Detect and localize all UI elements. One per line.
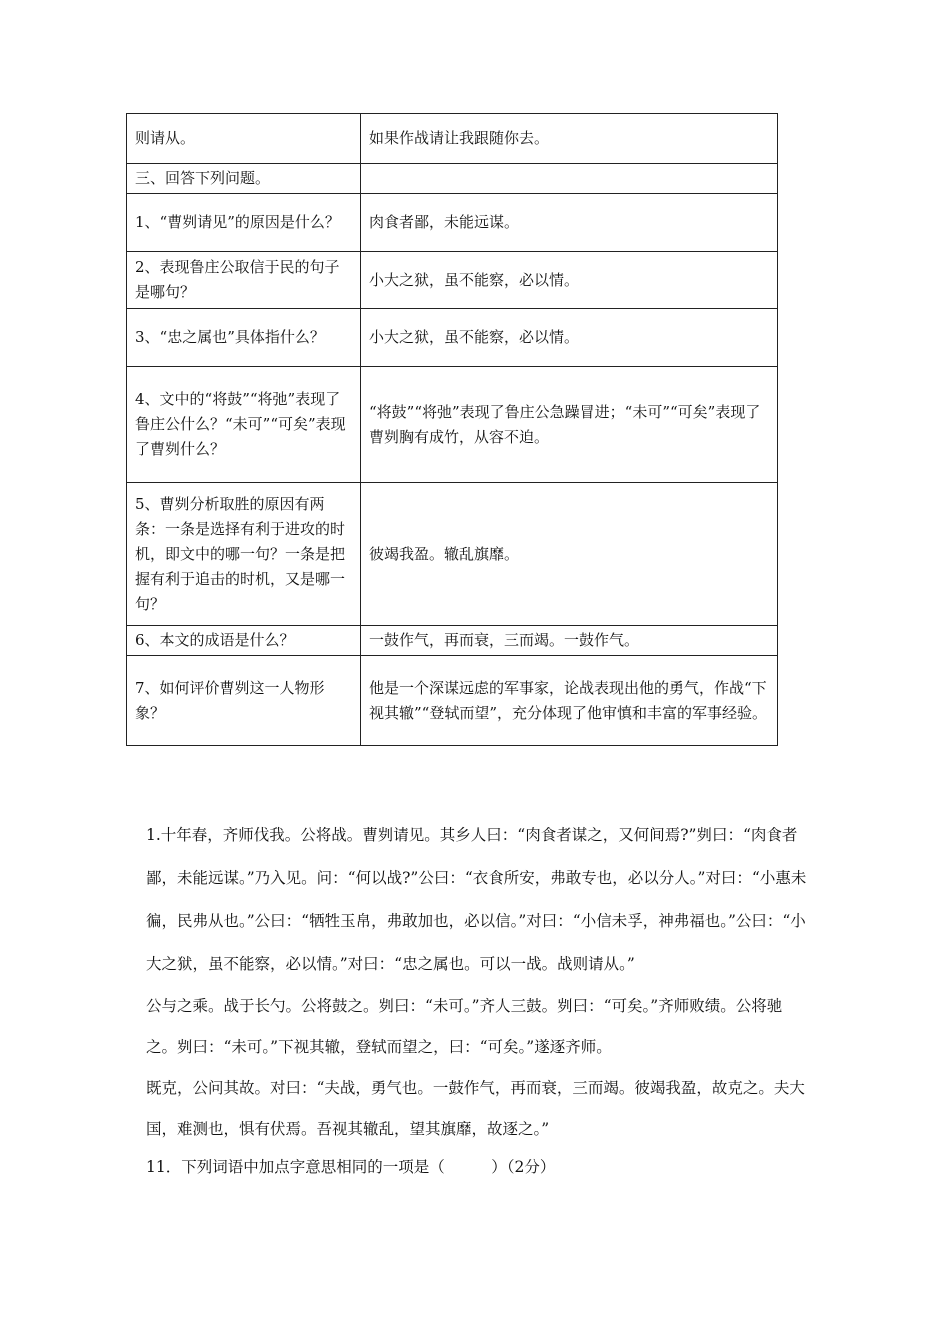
question-cell: 1、“曹刿请见”的原因是什么？ [127,194,361,252]
answer-cell [361,164,778,194]
table-row [127,309,778,367]
question-cell: 则请从。 [127,114,361,164]
table-row [127,367,778,483]
answer-cell: 如果作战请让我跟随你去。 [361,114,778,164]
question-cell: 6、本文的成语是什么？ [127,626,361,656]
question-cell: 5、曹刿分析取胜的原因有两条：一条是选择有利于进攻的时机，即文中的哪一句？一条是把握有利于追击的时机，又是哪一句？ [127,483,361,626]
passage-paragraph-2: 公与之乘。战于长勺。公将鼓之。刿曰：“未可。”齐人三鼓。刿曰：“可矣。”齐师败绩。公将驰之。刿曰：“未可。”下视其辙，登轼而望之，曰：“可矣。”遂逐齐师。 [146,997,783,1056]
answer-cell: “将鼓”“将弛”表现了鲁庄公急躁冒进；“未可”“可矣”表现了曹刿胸有成竹，从容不迫。 [361,367,778,483]
table-row [127,656,778,746]
answer-cell: 小大之狱，虽不能察，必以情。 [361,309,778,367]
passage-paragraph-3: 既克，公问其故。对曰：“夫战，勇气也。一鼓作气，再而衰，三而竭。彼竭我盈，故克之。夫大国，难测也，惧有伏焉。吾视其辙乱，望其旗靡，故逐之。” [146,1079,805,1138]
table-row [127,194,778,252]
question-cell: 7、如何评价曹刿这一人物形象？ [127,656,361,746]
section-heading-cell: 三、回答下列问题。 [127,164,361,194]
answer-cell: 肉食者鄙，未能远谋。 [361,194,778,252]
answer-cell: 一鼓作气，再而衰，三而竭。一鼓作气。 [361,626,778,656]
passage [146,814,810,1184]
question-cell: 4、文中的“将鼓”“将弛”表现了鲁庄公什么？“未可”“可矣”表现了曹刿什么？ [127,367,361,483]
table-row [127,252,778,309]
table-row [127,114,778,164]
answer-cell: 他是一个深谋远虑的军事家，论战表现出他的勇气，作战“下视其辙”“登轼而望”，充分体现了他审慎和丰富的军事经验。 [361,656,778,746]
table-row [127,483,778,626]
passage-paragraph-1: 1.十年春，齐师伐我。公将战。曹刿请见。其乡人曰：“肉食者谋之，又何间焉?”刿曰：“肉食者鄙，未能远谋。”乃入见。问：“何以战?”公曰：“衣食所安，弗敢专也，必以分人。”对曰：“小惠未徧，民弗从也。”公曰：“牺牲玉帛，弗敢加也，必以信。”对曰：“小信未孚，神弗福也。”公曰：“小大之狱，虽不能察，必以情。”对曰：“忠之属也。可以一战。战则请从。” [146,826,807,973]
table-row [127,164,778,194]
question-cell: 2、表现鲁庄公取信于民的句子是哪句？ [127,252,361,309]
answer-cell: 小大之狱，虽不能察，必以情。 [361,252,778,309]
question-11: 11．下列词语中加点字意思相同的一项是（ ）（2分） [146,1158,556,1176]
table-row [127,626,778,656]
question-cell: 3、“忠之属也”具体指什么？ [127,309,361,367]
qa-table [126,113,778,746]
answer-cell: 彼竭我盈。辙乱旗靡。 [361,483,778,626]
